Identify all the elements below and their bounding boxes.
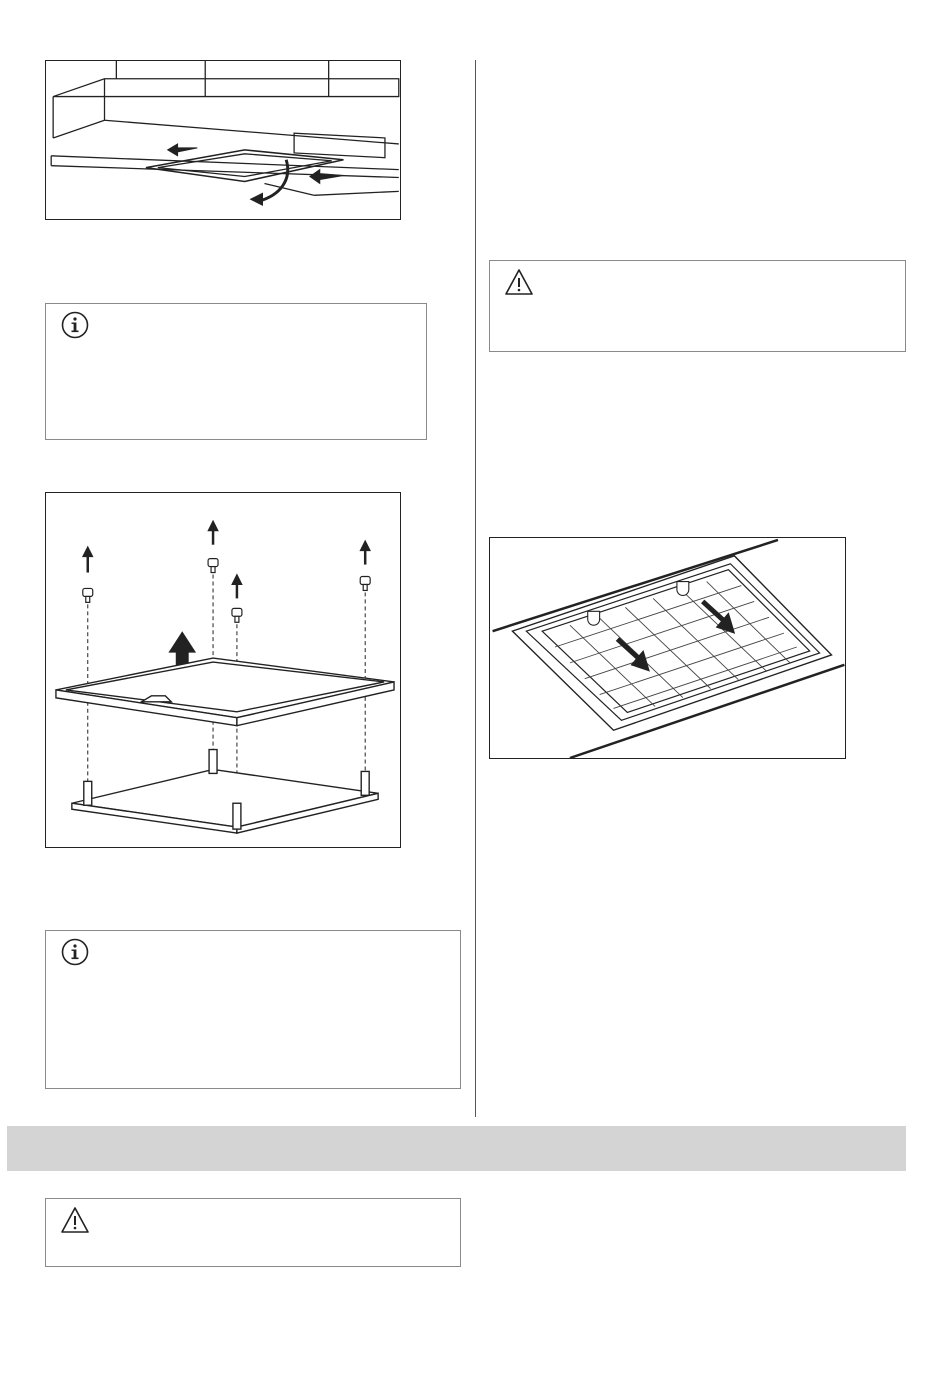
filter-screws-exploded-illustration <box>46 493 400 847</box>
column-divider <box>475 60 476 1117</box>
warning-icon <box>60 1205 90 1235</box>
warning-note-1 <box>489 260 906 352</box>
info-icon <box>60 937 90 967</box>
hood-filter-removal-illustration <box>46 61 400 219</box>
info-icon <box>60 310 90 340</box>
filter-screws-figure <box>45 492 401 848</box>
hood-filter-removal-figure <box>45 60 401 220</box>
grease-filter-slide-illustration <box>490 538 845 758</box>
info-note-2 <box>45 930 461 1089</box>
info-note-1 <box>45 303 427 440</box>
section-header-bar <box>7 1126 906 1171</box>
grease-filter-figure <box>489 537 846 759</box>
warning-icon <box>504 267 534 297</box>
warning-note-2 <box>45 1198 461 1267</box>
